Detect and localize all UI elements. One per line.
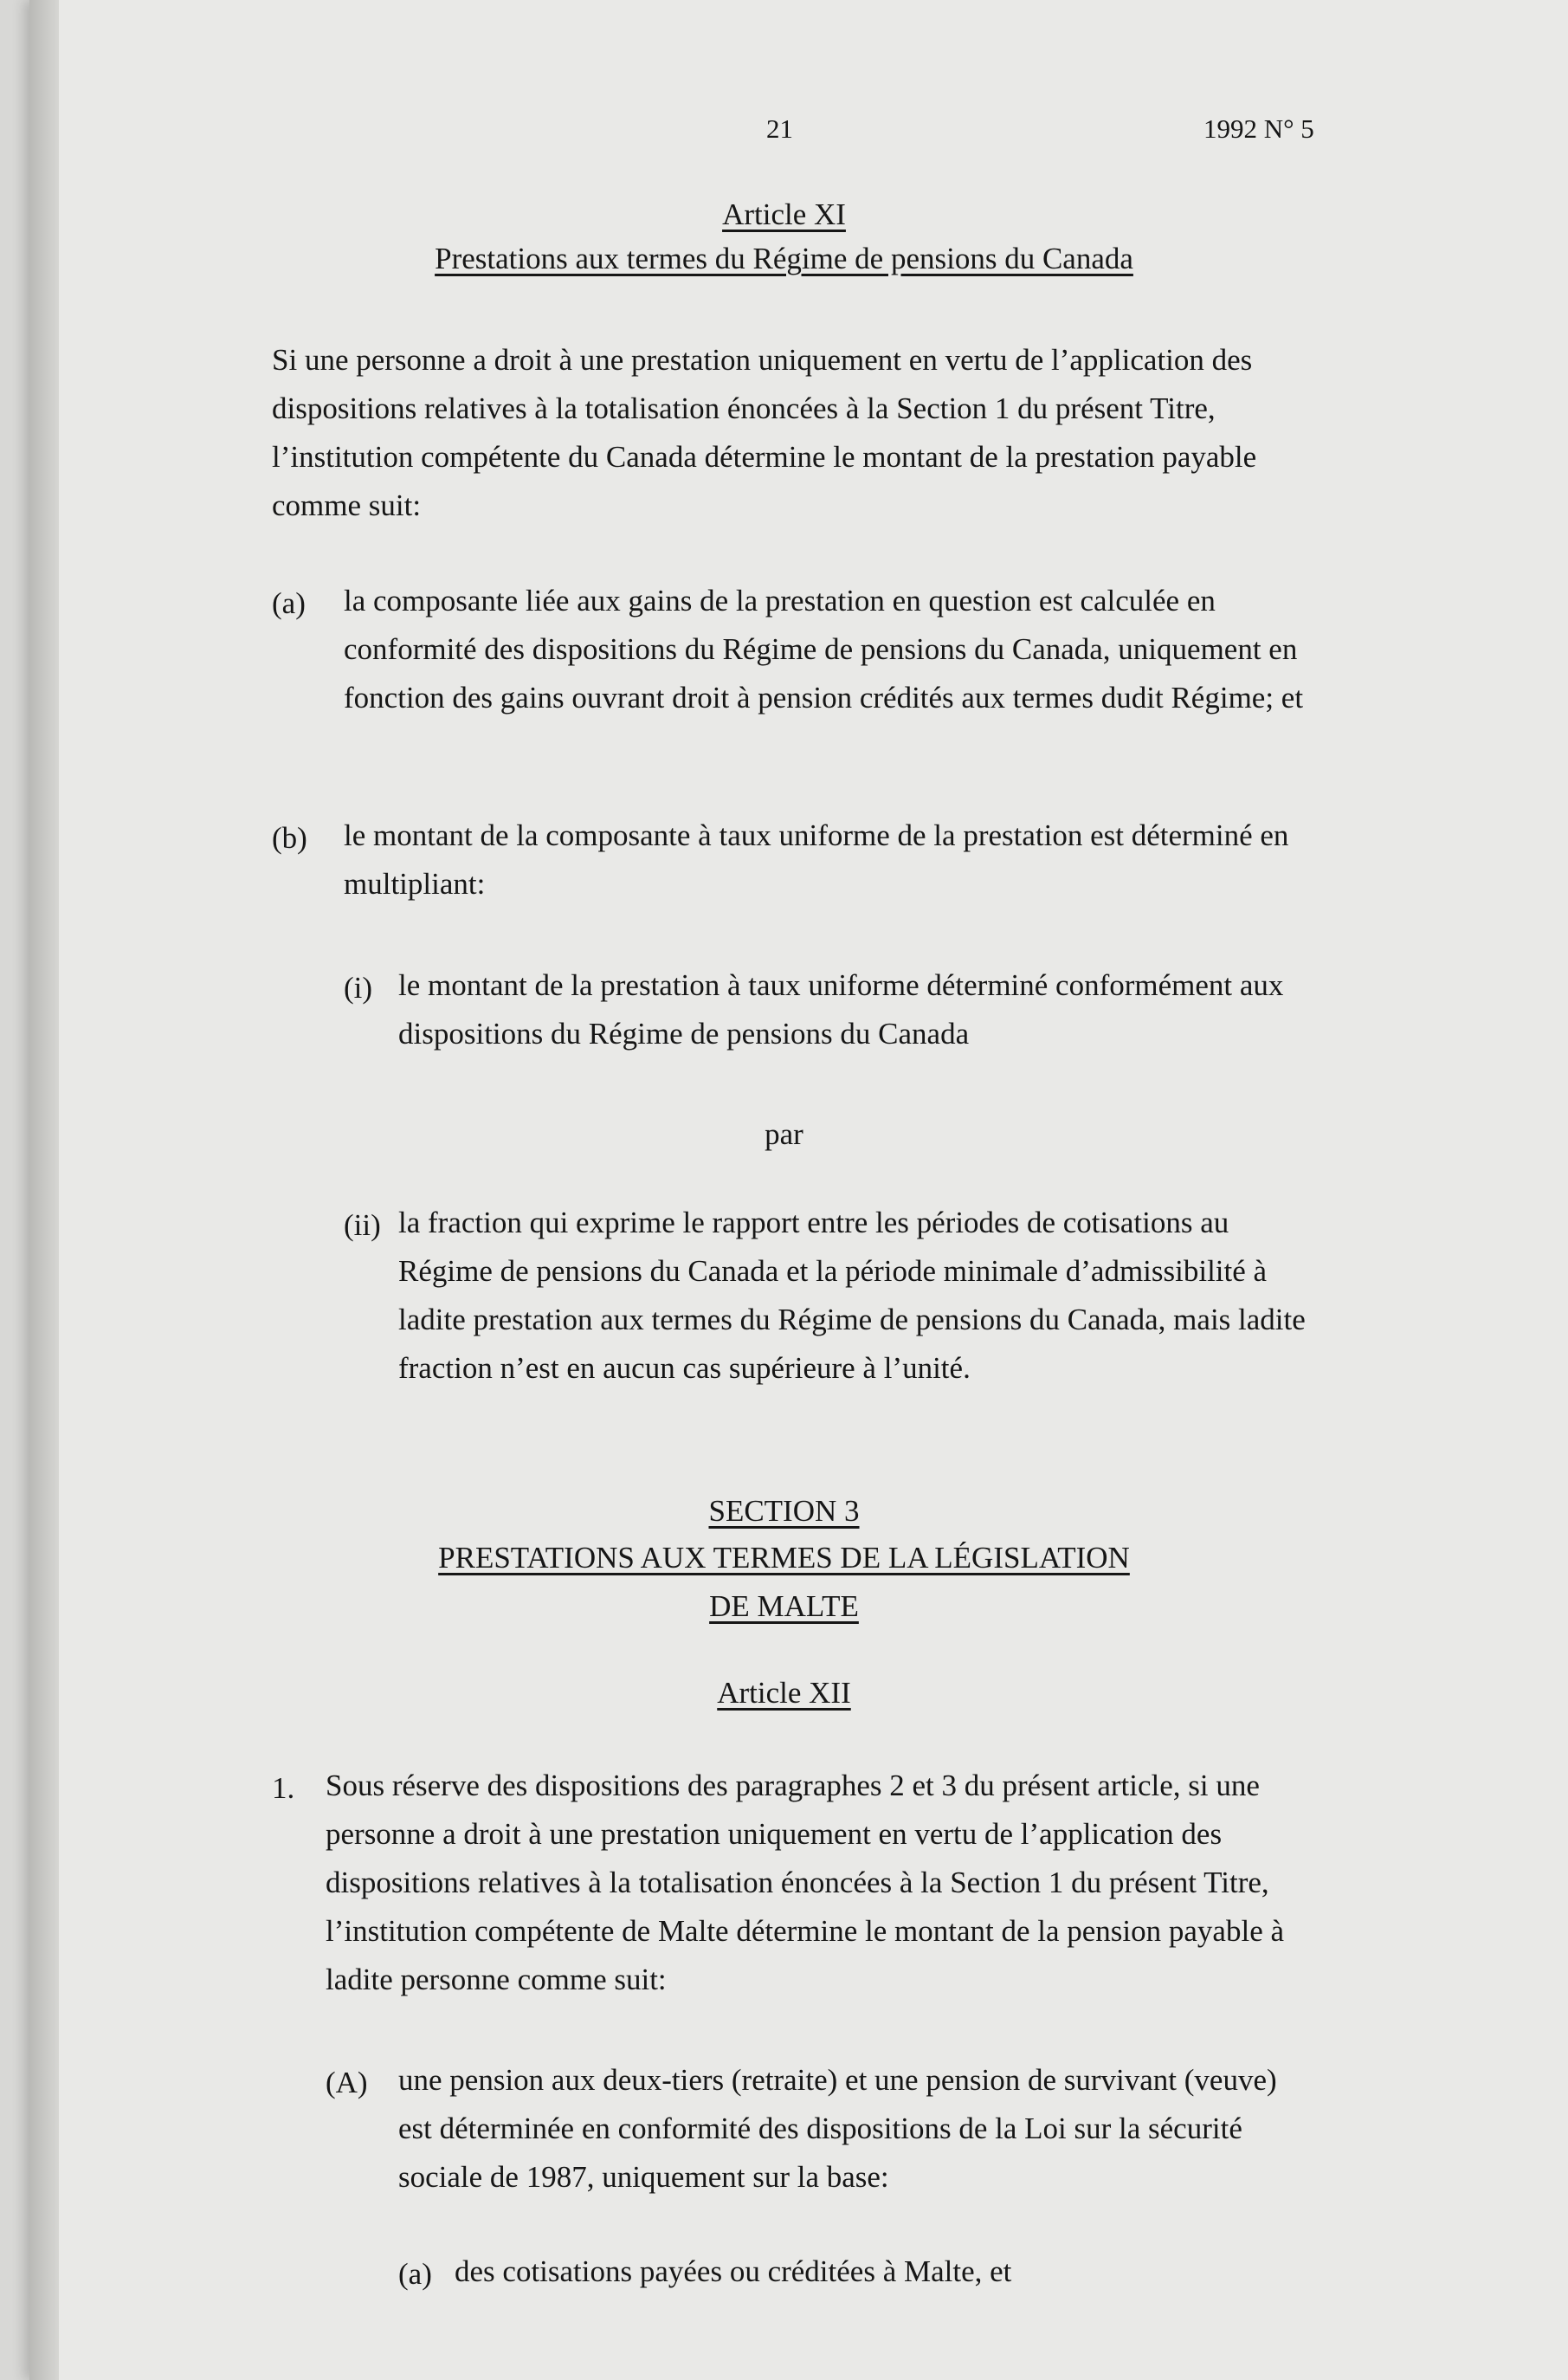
page-number: 21	[766, 113, 793, 144]
scan-edge-shadow	[29, 0, 59, 2380]
article-12-heading: Article XII	[717, 1676, 851, 1710]
section-3-title-line1: PRESTATIONS AUX TERMES DE LA LÉGISLATION	[438, 1541, 1130, 1575]
item-b-label: (b)	[272, 821, 307, 855]
item-i-text: le montant de la prestation à taux uniforme déterminé conformément aux dispositions du Régime de pensions du Canada	[398, 968, 1284, 1051]
article-11-intro: Si une personne a droit à une prestation uniquement en vertu de l’application des dispositions relatives à la totalisation énoncées à la Section 1 du présent Titre, l’institution compétente du Canada détermine le montant de la prestation payable comme suit:	[272, 343, 1257, 522]
item-i-label: (i)	[344, 971, 373, 1005]
paragraph-1-label: 1.	[272, 1771, 295, 1805]
item-A-label: (A)	[326, 2066, 368, 2099]
paragraph-1-text: Sous réserve des dispositions des paragraphes 2 et 3 du présent article, si une personne a droit à une prestation uniquement en vertu de l’application des dispositions relatives à la totalisation énoncées à la Section 1 du présent Titre, l’institution compétente de Malte détermine le montant de la pension payable à ladite personne comme suit:	[326, 1769, 1285, 1996]
item-a-text: la composante liée aux gains de la prestation en question est calculée en conformité des dispositions du Régime de pensions du Canada, uniquement en fonction des gains ouvrant droit à pension crédités aux termes dudit Régime; et	[344, 584, 1304, 715]
article-11-subheading: Prestations aux termes du Régime de pensions du Canada	[435, 242, 1133, 275]
item-a-label: (a)	[272, 586, 306, 620]
item-A-text: une pension aux deux-tiers (retraite) et une pension de survivant (veuve) est déterminée en conformité des dispositions de la Loi sur la sécurité sociale de 1987, uniquement sur la base:	[398, 2063, 1277, 2194]
document-reference: 1992 N° 5	[1203, 113, 1314, 144]
section-3-title-line2: DE MALTE	[709, 1589, 859, 1623]
subitem-a-label: (a)	[398, 2257, 432, 2291]
section-3-heading: SECTION 3	[708, 1494, 860, 1528]
item-b-text: le montant de la composante à taux uniforme de la prestation est déterminé en multipliant:	[344, 818, 1289, 901]
subitem-a-text: des cotisations payées ou créditées à Malte, et	[455, 2254, 1012, 2288]
par-connector: par	[765, 1117, 803, 1151]
item-ii-text: la fraction qui exprime le rapport entre les périodes de cotisations au Régime de pensions du Canada et la période minimale d’admissibilité à ladite prestation aux termes du Régime de pensions du Canada, mais ladite fraction n’est en aucun cas supérieure à l’unité.	[398, 1206, 1306, 1385]
article-11-heading: Article XI	[722, 197, 846, 231]
item-ii-label: (ii)	[344, 1208, 381, 1242]
